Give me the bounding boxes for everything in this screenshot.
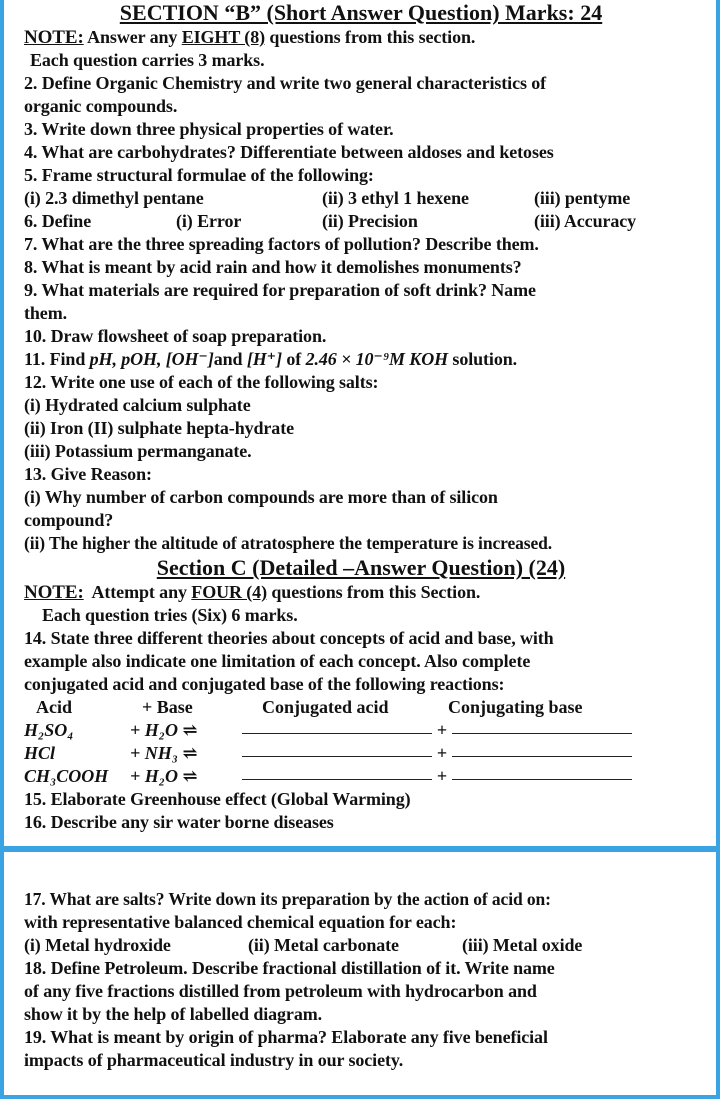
question-11: 11. Find pH, pOH, [OH⁻]and [H⁺] of 2.46 × 10⁻⁹M KOH solution. [24,349,518,369]
question-14-line2: example also indicate one limitation of each concept. Also complete [24,651,531,671]
question-4: 4. What are carbohydrates? Differentiate between aldoses and ketoses [24,142,554,162]
section-b-heading: SECTION “B” (Short Answer Question) Marks: 24 [119,0,603,25]
reaction-table-header: Acid + Base Conjugated acid Conjugating base [36,697,583,717]
question-19-line2: impacts of pharmaceutical industry in our society. [24,1050,404,1070]
question-13-ii: (ii) The higher the altitude of atratosphere the temperature is increased. [24,533,553,553]
question-13: 13. Give Reason: [24,464,152,484]
conjugated-acid-blank [242,719,432,734]
section-c-note-line2: Each question tries (Six) 6 marks. [42,605,298,625]
question-9-line2: them. [24,303,67,323]
conjugated-base-blank [452,742,632,757]
question-18-line1: 18. Define Petroleum. Describe fractional distillation of it. Write name [24,958,555,978]
section-b-note: NOTE: Answer any EIGHT (8) questions from this section. [24,27,476,48]
question-12: 12. Write one use of each of the following salts: [24,372,379,392]
section-c-heading: Section C (Detailed –Answer Question) (24) [156,555,566,580]
page-separator [0,846,720,852]
question-15: 15. Elaborate Greenhouse effect (Global Warming) [24,789,411,809]
conjugated-acid-blank [242,742,432,757]
question-5: 5. Frame structural formulae of the following: [24,165,374,185]
section-c-note: NOTE: Attempt any FOUR (4) questions from this Section. [24,582,481,603]
question-17-line2: with representative balanced chemical equation for each: [24,912,457,932]
question-12-ii: (ii) Iron (II) sulphate hepta-hydrate [24,418,294,438]
question-18-line2: of any five fractions distilled from petroleum with hydrocarbon and [24,981,537,1001]
question-6: 6. Define (i) Error (ii) Precision (iii) Accuracy [24,211,637,231]
question-19-line1: 19. What is meant by origin of pharma? Elaborate any five beneficial [24,1027,548,1047]
reaction-row: CH₃COOH + H₂O ⇌ + [24,765,698,788]
question-17-options: (i) Metal hydroxide (ii) Metal carbonate (iii) Metal oxide [24,935,583,955]
question-12-i: (i) Hydrated calcium sulphate [24,395,251,415]
question-7: 7. What are the three spreading factors of pollution? Describe them. [24,234,539,254]
reaction-row: HCl + NH₃ ⇌ + [24,742,698,765]
section-b-note-line2: Each question carries 3 marks. [30,50,265,70]
question-2-line1: 2. Define Organic Chemistry and write two general characteristics of [24,73,547,93]
question-12-iii: (iii) Potassium permanganate. [24,441,252,461]
question-18-line3: show it by the help of labelled diagram. [24,1004,323,1024]
conjugated-base-blank [452,765,632,780]
question-17-line1: 17. What are salts? Write down its preparation by the action of acid on: [24,889,551,909]
question-10: 10. Draw flowsheet of soap preparation. [24,326,327,346]
conjugated-acid-blank [242,765,432,780]
exam-page-bottom [0,888,720,1088]
question-5-options: (i) 2.3 dimethyl pentane (ii) 3 ethyl 1 hexene (iii) pentyme [24,188,631,208]
question-2-line2: organic compounds. [24,96,178,116]
conjugated-base-blank [452,719,632,734]
reaction-row: H₂SO₄ + H₂O ⇌ + [24,719,698,742]
question-8: 8. What is meant by acid rain and how it demolishes monuments? [24,257,522,277]
question-13-i-line2: compound? [24,510,114,530]
question-13-i-line1: (i) Why number of carbon compounds are more than of silicon [24,487,498,507]
question-16: 16. Describe any sir water borne diseases [24,812,334,832]
question-3: 3. Write down three physical properties of water. [24,119,394,139]
question-14-line3: conjugated acid and conjugated base of the following reactions: [24,674,505,694]
question-14-line1: 14. State three different theories about concepts of acid and base, with [24,628,554,648]
question-9-line1: 9. What materials are required for preparation of soft drink? Name [24,280,536,300]
